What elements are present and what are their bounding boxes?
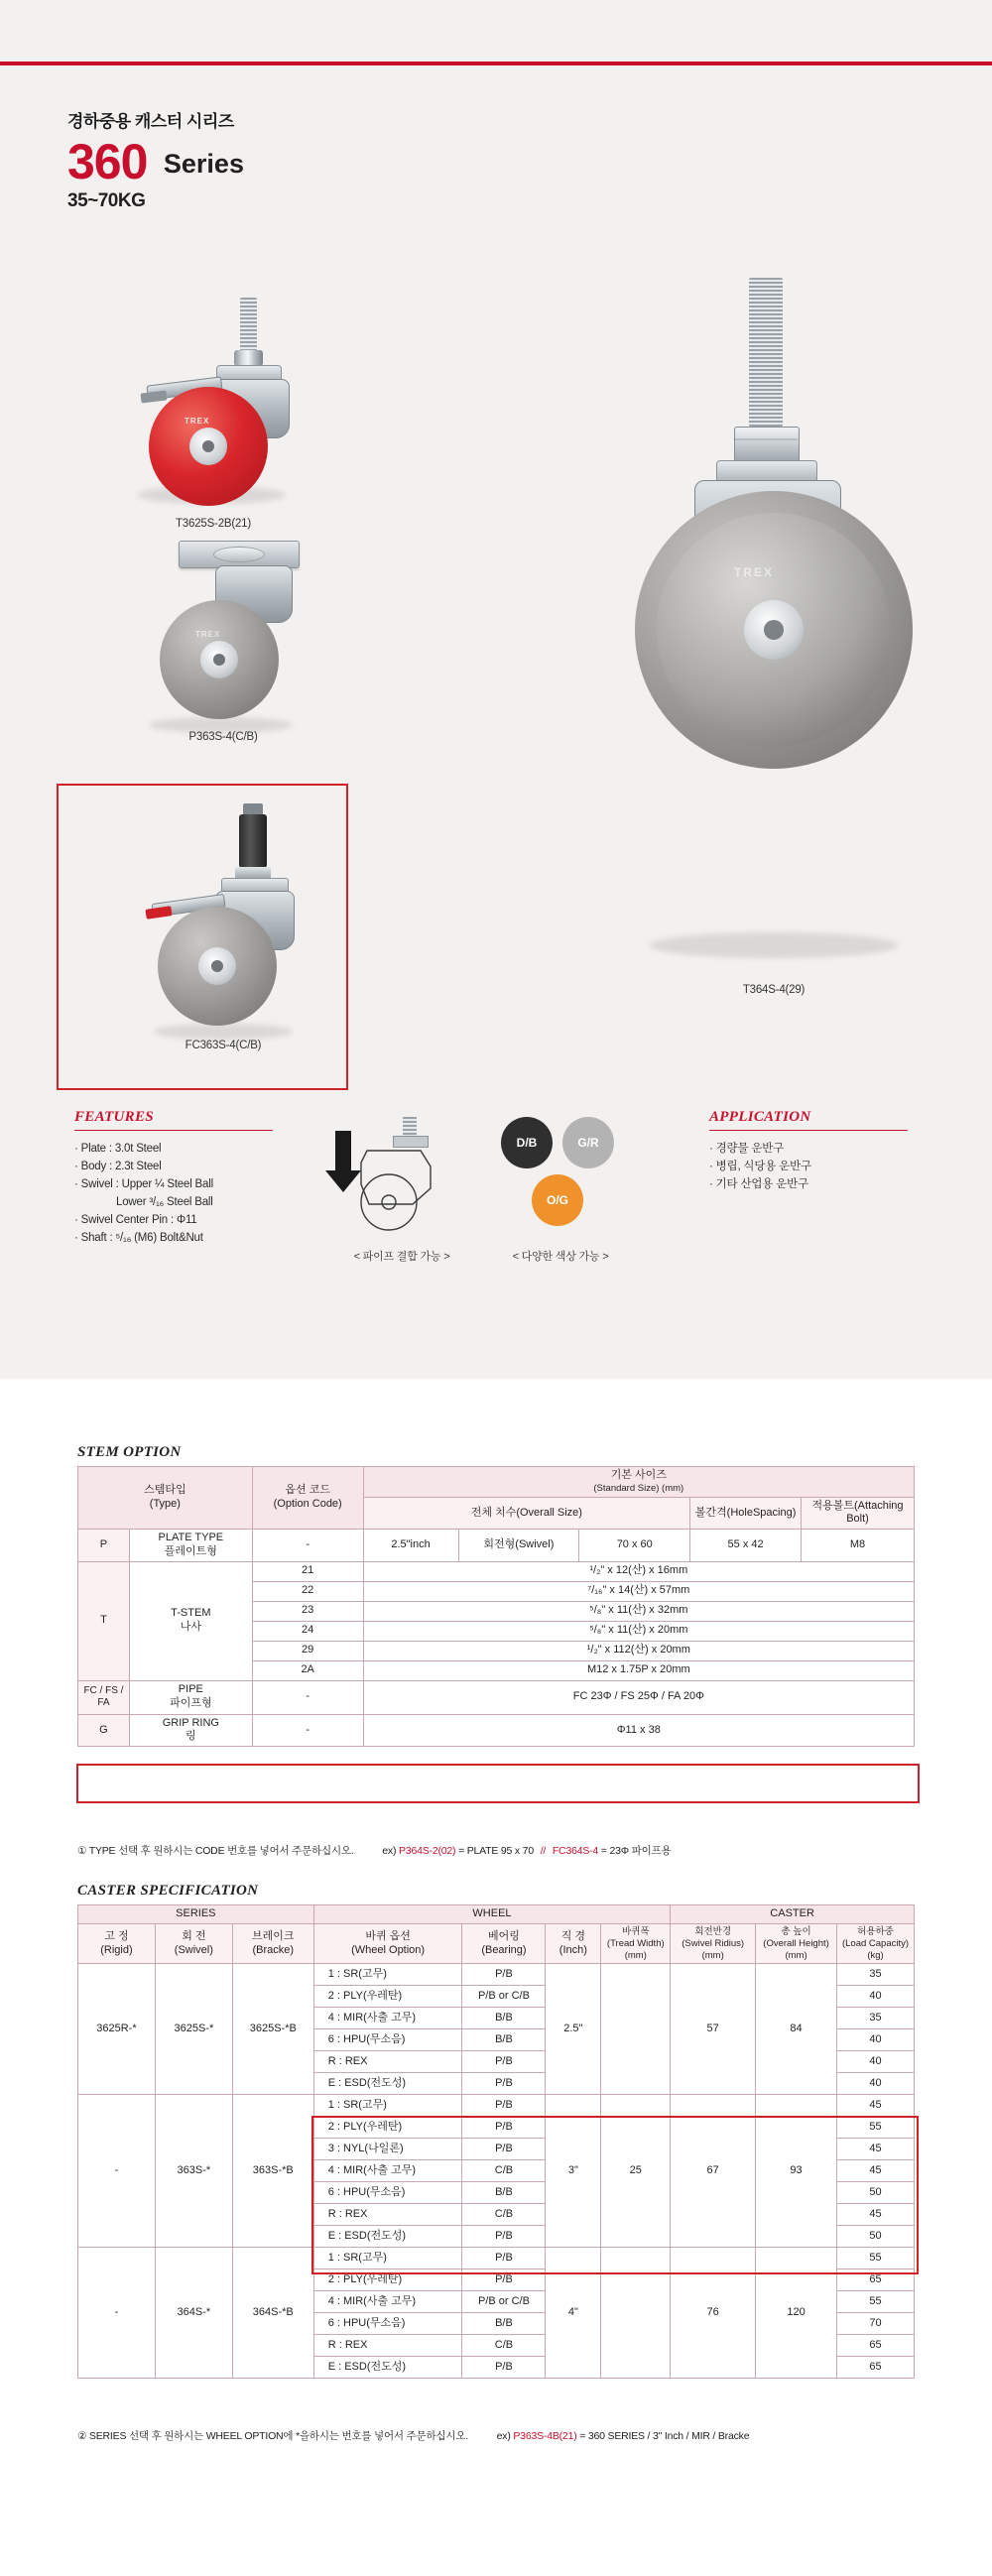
th-swivel: 회 전 (Swivel) — [155, 1923, 232, 1964]
caster-spec-table — [77, 1904, 915, 2379]
cell-swivel-g1: 3625S-* — [155, 1964, 232, 2095]
row-spec-29: ¹/₂" x 112(산) x 20mm — [363, 1641, 914, 1660]
row-opt-22: 22 — [252, 1581, 363, 1601]
cell-wheel-option: 1 : SR(고무) — [313, 1964, 462, 1986]
cell-load: 45 — [837, 2095, 915, 2117]
table-row — [78, 1964, 915, 1986]
cell-bearing: P/B — [462, 2095, 546, 2117]
swatch-label: G/R — [577, 1136, 599, 1150]
cell-wheel-option: 4 : MIR(사출 고무) — [313, 2291, 462, 2313]
product-caption-1: T3625S-2B(21) — [175, 518, 252, 530]
cell-wheel-option: E : ESD(전도성) — [313, 2073, 462, 2095]
cell-swivel-radius-g3: 76 — [671, 2248, 756, 2379]
stem-option-note: ① TYPE 선택 후 원하시는 CODE 번호를 넣어서 주문하십시오. ex) P364S-2(02) = PLATE 95 x 70 // FC364S-4 = 23Φ 파이프용 — [77, 1845, 672, 1857]
row-opt-23: 23 — [252, 1601, 363, 1621]
cell-height-g1: 84 — [756, 1964, 837, 2095]
th-tread-width: 바퀴폭 (Tread Width) (mm) — [601, 1923, 671, 1964]
th-overall-size: 전체 치수(Overall Size) — [363, 1497, 690, 1530]
cell-bearing: P/B — [462, 2357, 546, 2379]
table-row — [78, 2248, 915, 2269]
cell-brake-g2: 363S-*B — [232, 2095, 313, 2248]
product-image-2: TREX P363S-4(C/B) — [104, 541, 332, 764]
cell-load: 35 — [837, 1964, 915, 1986]
product-caption-2: P363S-4(C/B) — [188, 731, 258, 743]
cell-bearing: P/B or C/B — [462, 2291, 546, 2313]
cell-rigid-g1: 3625R-* — [78, 1964, 156, 2095]
top-red-rule — [0, 61, 992, 65]
cell-wheel-option: 4 : MIR(사출 고무) — [313, 2160, 462, 2182]
feature-item: · Swivel : Upper ¼ Steel Ball — [74, 1178, 213, 1190]
cell-wheel-option: 4 : MIR(사출 고무) — [313, 2008, 462, 2029]
table-row — [78, 2095, 915, 2117]
features-list — [74, 1140, 273, 1247]
row-spec-g: Φ11 x 38 — [363, 1714, 914, 1747]
th-attaching-bolt: 적용볼트(Attaching Bolt) — [802, 1497, 915, 1530]
cell-load: 50 — [837, 2226, 915, 2248]
color-caption: < 다양한 색상 가능 > — [512, 1251, 609, 1263]
cell-swivel-g2: 363S-* — [155, 2095, 232, 2248]
feature-item: · Body : 2.3t Steel — [74, 1161, 162, 1172]
row-p-overall: 70 x 60 — [579, 1530, 690, 1562]
cell-load: 65 — [837, 2335, 915, 2357]
row-type-tstem: T-STEM 나사 — [129, 1561, 252, 1680]
cell-load: 65 — [837, 2269, 915, 2291]
cell-swivel-radius-g1: 57 — [671, 1964, 756, 2095]
row-spec-fc: FC 23Φ / FS 25Φ / FA 20Φ — [363, 1680, 914, 1714]
swatch-db — [501, 1117, 553, 1168]
th-stem-type: 스템타입 (Type) — [78, 1467, 253, 1530]
row-p-size-inch: 2.5"inch — [363, 1530, 458, 1562]
feature-item: · Shaft : ⁵/₁₆ (M6) Bolt&Nut — [74, 1232, 203, 1244]
application-item: · 경량물 운반구 — [709, 1143, 785, 1155]
row-type-plate: PLATE TYPE 플레이트형 — [129, 1530, 252, 1562]
cell-brake-g1: 3625S-*B — [232, 1964, 313, 2095]
cell-bearing: P/B — [462, 2269, 546, 2291]
feature-item: Lower ³/₁₆ Steel Ball — [116, 1196, 213, 1208]
swatch-label: O/G — [546, 1193, 568, 1207]
application-item: · 기타 산업용 운반구 — [709, 1178, 808, 1190]
th-swivel-radius: 회전반경 (Swivel Ridius) (mm) — [671, 1923, 756, 1964]
th-diameter: 직 경 (Inch) — [546, 1923, 601, 1964]
row-p-bolt: M8 — [802, 1530, 915, 1562]
cell-bearing: C/B — [462, 2335, 546, 2357]
cell-tread-g1 — [601, 1964, 671, 2095]
cell-load: 45 — [837, 2139, 915, 2160]
highlight-row-pipe — [76, 1764, 920, 1803]
cell-tread-g2: 25 — [601, 2095, 671, 2248]
cell-height-g3: 120 — [756, 2248, 837, 2379]
row-type-grip: GRIP RING 링 — [129, 1714, 252, 1747]
caster-spec-note: ② SERIES 선택 후 원하시는 WHEEL OPTION에 *을하시는 번호를 넣어서 주문하십시오. ex) P363S-4B(21) = 360 SERIES / 3" Inch / MIR / Bracke — [77, 2430, 750, 2442]
th-wheel: WHEEL — [313, 1905, 671, 1924]
product-image-4: TREX T364S-4(29) — [595, 278, 923, 1012]
cell-wheel-option: 2 : PLY(우레탄) — [313, 2269, 462, 2291]
cell-bearing: P/B — [462, 2139, 546, 2160]
cell-wheel-option: 1 : SR(고무) — [313, 2248, 462, 2269]
row-p-hole: 55 x 42 — [690, 1530, 802, 1562]
cell-load: 65 — [837, 2357, 915, 2379]
cell-swivel-g3: 364S-* — [155, 2248, 232, 2379]
cell-bearing: B/B — [462, 2313, 546, 2335]
features-application-strip — [0, 1109, 992, 1379]
th-bearing: 베어링 (Bearing) — [462, 1923, 546, 1964]
stem-option-title: STEM OPTION — [77, 1444, 182, 1460]
cell-height-g2: 93 — [756, 2095, 837, 2248]
features-title: FEATURES — [74, 1109, 154, 1125]
th-caster: CASTER — [671, 1905, 915, 1924]
row-code-fc: FC / FS / FA — [78, 1680, 130, 1714]
cell-wheel-option: 2 : PLY(우레탄) — [313, 2117, 462, 2139]
title-block — [67, 107, 244, 212]
series-number: 360 — [67, 134, 148, 189]
row-code-g: G — [78, 1714, 130, 1747]
cell-load: 45 — [837, 2204, 915, 2226]
th-load-capacity: 허용하중 (Load Capacity) (kg) — [837, 1923, 915, 1964]
swatch-og — [532, 1174, 583, 1226]
cell-load: 55 — [837, 2291, 915, 2313]
cell-bearing: C/B — [462, 2160, 546, 2182]
product-caption-3: FC363S-4(C/B) — [185, 1040, 262, 1051]
product-image-1: TREX T3625S-2B(21) — [89, 298, 337, 546]
swatch-gr — [562, 1117, 614, 1168]
cell-load: 40 — [837, 2073, 915, 2095]
cell-rigid-g2: - — [78, 2095, 156, 2248]
cell-wheel-option: 6 : HPU(무소음) — [313, 2313, 462, 2335]
cell-wheel-option: R : REX — [313, 2204, 462, 2226]
cell-bearing: P/B — [462, 1964, 546, 1986]
row-spec-23: ⁵/₈" x 11(산) x 32mm — [363, 1601, 914, 1621]
application-item: · 병립, 식당용 운반구 — [709, 1161, 811, 1172]
cell-load: 35 — [837, 2008, 915, 2029]
th-wheel-option: 바퀴 옵션 (Wheel Option) — [313, 1923, 462, 1964]
row-opt-g: - — [252, 1714, 363, 1747]
cell-load: 40 — [837, 2029, 915, 2051]
color-swatch-group — [501, 1117, 689, 1263]
series-capacity: 35~70KG — [67, 189, 146, 211]
cell-swivel-radius-g2: 67 — [671, 2095, 756, 2248]
cell-wheel-option: 6 : HPU(무소음) — [313, 2182, 462, 2204]
cell-load: 40 — [837, 2051, 915, 2073]
th-base-size: 기본 사이즈 (Standard Size) (mm) — [363, 1467, 914, 1498]
application-list — [709, 1140, 908, 1193]
cell-diameter-g1: 2.5" — [546, 1964, 601, 2095]
cell-wheel-option: 1 : SR(고무) — [313, 2095, 462, 2117]
cell-wheel-option: R : REX — [313, 2051, 462, 2073]
pipe-fit-diagram — [317, 1113, 476, 1263]
feature-item: · Plate : 3.0t Steel — [74, 1143, 162, 1155]
cell-wheel-option: 6 : HPU(무소음) — [313, 2029, 462, 2051]
cell-bearing: P/B — [462, 2248, 546, 2269]
cell-rigid-g3: - — [78, 2248, 156, 2379]
series-subtitle: 경하중용 캐스터 시리즈 — [67, 112, 234, 131]
row-opt-2a: 2A — [252, 1660, 363, 1680]
cell-wheel-option: R : REX — [313, 2335, 462, 2357]
pipe-fit-caption: < 파이프 결합 가능 > — [353, 1251, 450, 1263]
application-title: APPLICATION — [709, 1109, 811, 1125]
cell-load: 50 — [837, 2182, 915, 2204]
product-caption-4: T364S-4(29) — [742, 984, 806, 996]
row-opt-fc: - — [252, 1680, 363, 1714]
cell-brake-g3: 364S-*B — [232, 2248, 313, 2379]
th-option-code: 옵션 코드 (Option Code) — [252, 1467, 363, 1530]
row-opt-29: 29 — [252, 1641, 363, 1660]
cell-diameter-g2: 3" — [546, 2095, 601, 2248]
cell-load: 55 — [837, 2248, 915, 2269]
row-code-p: P — [78, 1530, 130, 1562]
cell-load: 70 — [837, 2313, 915, 2335]
cell-tread-g3 — [601, 2248, 671, 2379]
cell-bearing: P/B — [462, 2226, 546, 2248]
cell-wheel-option: E : ESD(전도성) — [313, 2226, 462, 2248]
cell-diameter-g3: 4" — [546, 2248, 601, 2379]
feature-item: · Swivel Center Pin : Φ11 — [74, 1214, 197, 1226]
cell-bearing: P/B — [462, 2051, 546, 2073]
cell-wheel-option: E : ESD(전도성) — [313, 2357, 462, 2379]
row-spec-22: ⁷/₁₆" x 14(산) x 57mm — [363, 1581, 914, 1601]
row-opt-21: 21 — [252, 1561, 363, 1581]
cell-wheel-option: 3 : NYL(나일론) — [313, 2139, 462, 2160]
series-word: Series — [163, 149, 244, 179]
th-hole-spacing: 볼간격(HoleSpacing) — [690, 1497, 802, 1530]
row-spec-21: ¹/₂" x 12(산) x 16mm — [363, 1561, 914, 1581]
cell-bearing: P/B or C/B — [462, 1986, 546, 2008]
cell-bearing: B/B — [462, 2029, 546, 2051]
th-rigid: 고 정 (Rigid) — [78, 1923, 156, 1964]
th-series: SERIES — [78, 1905, 314, 1924]
cell-bearing: B/B — [462, 2182, 546, 2204]
row-code-t: T — [78, 1561, 130, 1680]
cell-bearing: C/B — [462, 2204, 546, 2226]
caster-spec-title: CASTER SPECIFICATION — [77, 1883, 259, 1899]
swatch-label: D/B — [516, 1136, 538, 1150]
product-image-3 — [104, 803, 332, 1066]
cell-bearing: P/B — [462, 2117, 546, 2139]
row-p-swivel: 회전형(Swivel) — [458, 1530, 579, 1562]
row-spec-24: ⁵/₈" x 11(산) x 20mm — [363, 1621, 914, 1641]
th-brake: 브레이크 (Bracke) — [232, 1923, 313, 1964]
row-spec-2a: M12 x 1.75P x 20mm — [363, 1660, 914, 1680]
cell-load: 45 — [837, 2160, 915, 2182]
stem-option-table — [77, 1466, 915, 1747]
cell-bearing: P/B — [462, 2073, 546, 2095]
cell-bearing: B/B — [462, 2008, 546, 2029]
row-opt-p: - — [252, 1530, 363, 1562]
row-opt-24: 24 — [252, 1621, 363, 1641]
th-overall-height: 총 높이 (Overall Height) (mm) — [756, 1923, 837, 1964]
row-type-pipe: PIPE 파이프형 — [129, 1680, 252, 1714]
caster-outline-icon — [355, 1145, 484, 1239]
cell-wheel-option: 2 : PLY(우레탄) — [313, 1986, 462, 2008]
cell-load: 40 — [837, 1986, 915, 2008]
cell-load: 55 — [837, 2117, 915, 2139]
